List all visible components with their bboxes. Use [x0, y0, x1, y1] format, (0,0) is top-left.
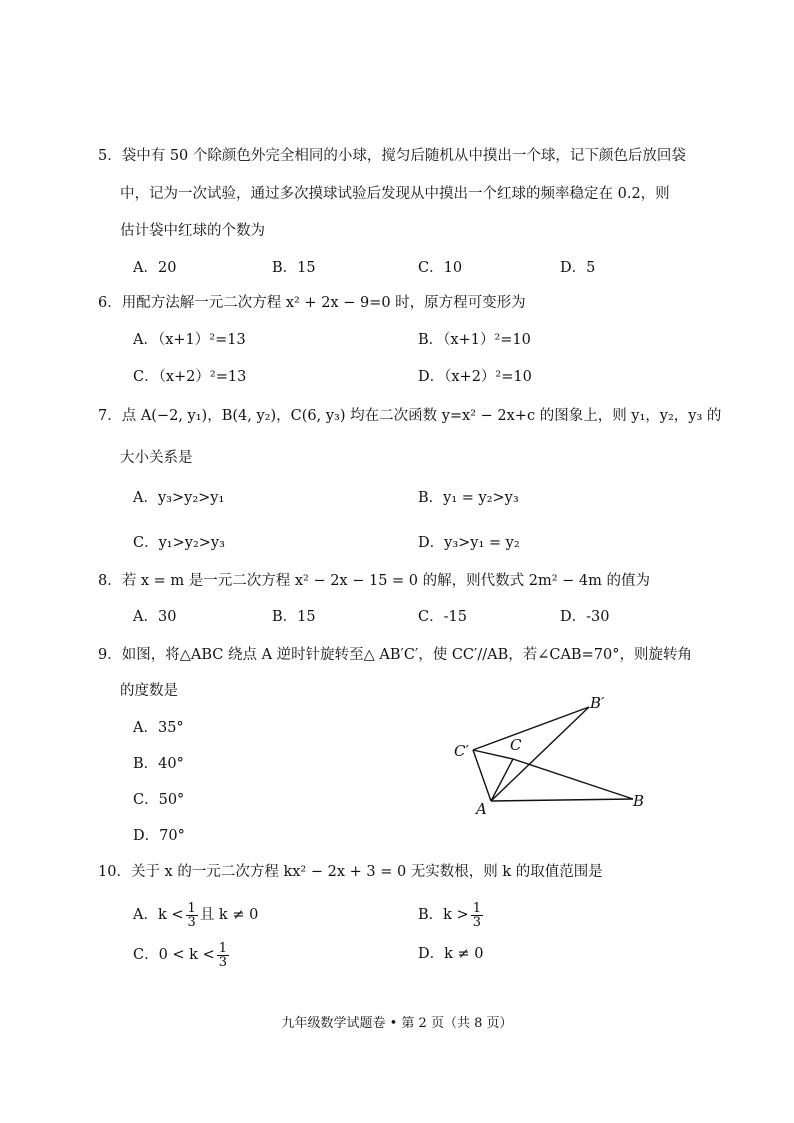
fraction-denominator: 3: [218, 954, 228, 970]
q10-option-d[interactable]: D．k ≠ 0: [418, 946, 484, 962]
q10-option-a-prefix: A．k <: [133, 907, 184, 923]
q10-option-a[interactable]: [133, 900, 258, 930]
q7-option-d[interactable]: D．y₃>y₁ = y₂: [418, 535, 520, 551]
q10-option-a-suffix: 且 k ≠ 0: [199, 907, 259, 923]
fraction-numerator: 1: [187, 900, 196, 916]
q9-stem-line1: 9．如图，将△ABC 绕点 A 逆时针旋转至△ AB′C′，使 CC′//AB，若∠CAB=70°，则旋转角: [98, 647, 692, 663]
q6-option-b[interactable]: B．（x+1）²=10: [418, 332, 531, 348]
label-c-prime: C′: [454, 742, 469, 760]
q5-stem-line1: 5．袋中有 50 个除颜色外完全相同的小球，搅匀后随机从中摸出一个球，记下颜色后放回袋: [98, 148, 686, 164]
q5-option-d[interactable]: D．5: [560, 260, 596, 276]
fraction-denominator: 3: [472, 914, 481, 930]
q7-option-a[interactable]: A．y₃>y₂>y₁: [133, 490, 225, 506]
segment-cb: [513, 759, 633, 799]
q9-rotation-figure: [440, 692, 660, 822]
q6-option-a[interactable]: A．（x+1）²=13: [133, 332, 246, 348]
segment-cc-prime: [473, 750, 513, 759]
q10-option-c[interactable]: [133, 940, 231, 970]
label-a: A: [476, 800, 487, 818]
fraction-one-third: [217, 942, 229, 969]
q9-stem-line2: 的度数是: [120, 683, 178, 699]
q10-option-c-prefix: C．0 < k <: [133, 947, 215, 963]
segment-ab: [491, 799, 633, 801]
segment-ab-prime: [491, 707, 589, 801]
segment-ac-prime: [473, 750, 491, 801]
q10-option-b[interactable]: [418, 900, 485, 930]
q5-option-a[interactable]: A．20: [133, 260, 177, 276]
q8-option-c[interactable]: C．-15: [418, 609, 467, 625]
page-footer: 九年级数学试题卷 • 第 2 页（共 8 页）: [281, 1016, 513, 1031]
q9-option-a[interactable]: A．35°: [133, 720, 184, 736]
q7-stem-line2: 大小关系是: [120, 450, 193, 466]
q10-option-b-prefix: B．k >: [418, 907, 469, 923]
q5-option-c[interactable]: C．10: [418, 260, 463, 276]
segment-c-prime-b-prime: [473, 707, 589, 750]
q8-option-b[interactable]: B．15: [272, 609, 316, 625]
q5-stem-line2: 中，记为一次试验，通过多次摸球试验后发现从中摸出一个红球的频率稳定在 0.2，则: [120, 186, 670, 202]
segment-ac: [491, 759, 513, 801]
q10-stem: 10．关于 x 的一元二次方程 kx² − 2x + 3 = 0 无实数根，则 k 的取值范围是: [98, 864, 603, 880]
fraction-one-third: [186, 902, 198, 929]
q7-option-c[interactable]: C．y₁>y₂>y₃: [133, 535, 225, 551]
q9-option-d[interactable]: D．70°: [133, 828, 185, 844]
q9-option-c[interactable]: C．50°: [133, 792, 185, 808]
q8-option-a[interactable]: A．30: [133, 609, 177, 625]
label-b-prime: B′: [590, 694, 605, 712]
fraction-denominator: 3: [187, 914, 196, 930]
figure-lines: [473, 707, 633, 801]
q7-option-b[interactable]: B．y₁ = y₂>y₃: [418, 490, 519, 506]
q6-stem: 6．用配方法解一元二次方程 x² + 2x − 9=0 时，原方程可变形为: [98, 295, 526, 311]
q6-option-d[interactable]: D．（x+2）²=10: [418, 369, 532, 385]
fraction-numerator: 1: [472, 900, 481, 916]
fraction-one-third: [471, 902, 483, 929]
q8-stem: 8．若 x = m 是一元二次方程 x² − 2x − 15 = 0 的解，则代数式 2m² − 4m 的值为: [98, 573, 650, 589]
fraction-numerator: 1: [218, 940, 228, 956]
q5-option-b[interactable]: B．15: [272, 260, 316, 276]
label-b: B: [633, 792, 645, 810]
q6-option-c[interactable]: C．（x+2）²=13: [133, 369, 247, 385]
q7-stem-line1: 7．点 A(−2, y₁)，B(4, y₂)，C(6, y₃) 均在二次函数 y=x² − 2x+c 的图象上，则 y₁，y₂，y₃ 的: [98, 408, 722, 424]
q9-option-b[interactable]: B．40°: [133, 756, 184, 772]
q5-stem-line3: 估计袋中红球的个数为: [120, 223, 265, 239]
q8-option-d[interactable]: D．-30: [560, 609, 610, 625]
label-c: C: [510, 736, 522, 754]
